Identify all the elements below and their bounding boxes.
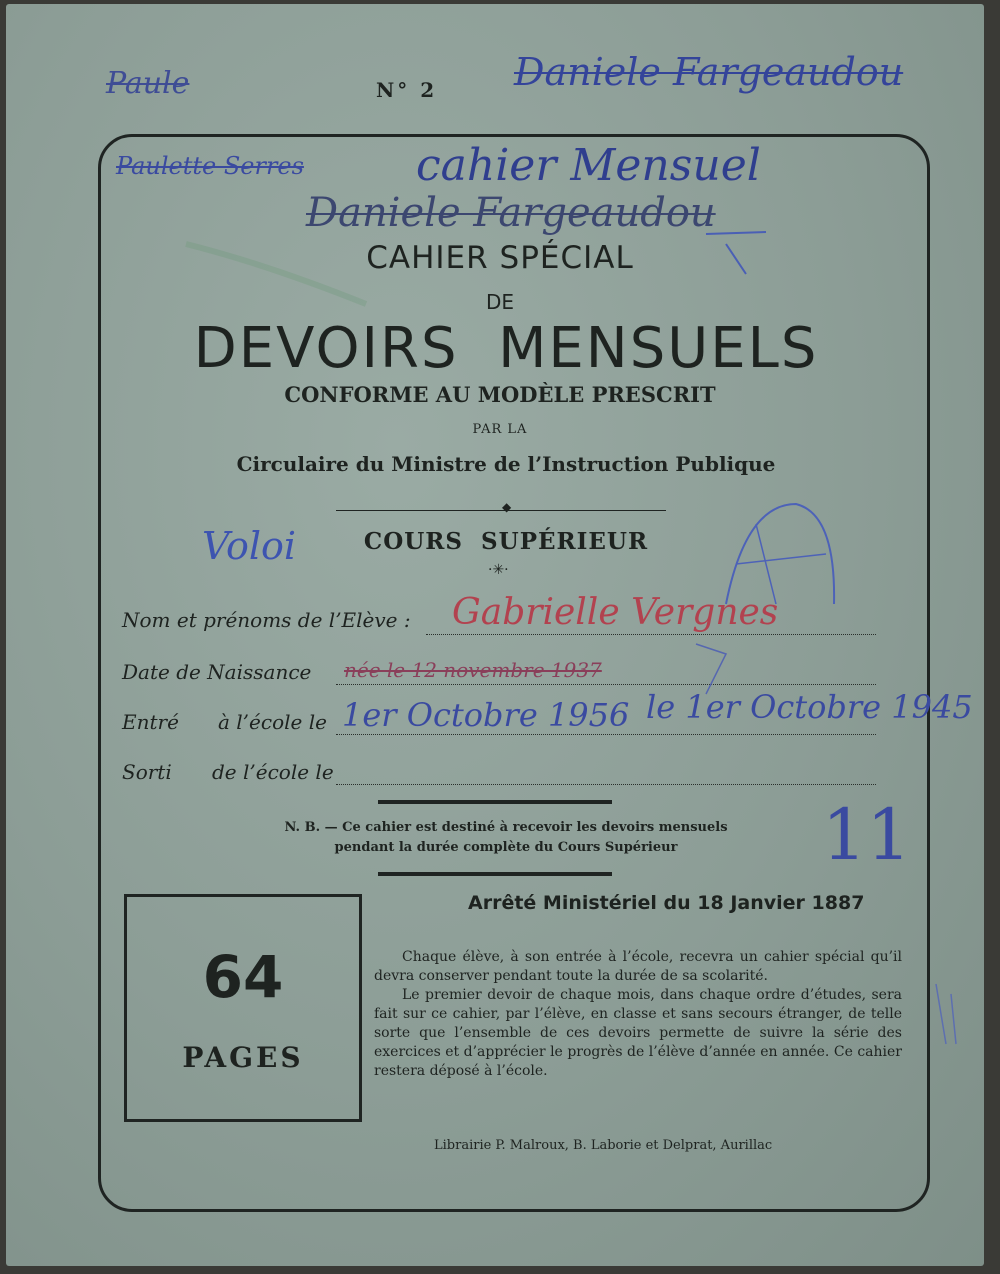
label-sorti: Sorti bbox=[122, 760, 172, 784]
arrete-title: Arrêté Ministériel du 18 Janvier 1887 bbox=[468, 892, 865, 914]
handwritten-eleve-name: Gabrielle Vergnes bbox=[452, 592, 779, 633]
label-sorti-ecole: de l’école le bbox=[212, 760, 334, 784]
handwritten-margin-mark: 11 bbox=[822, 794, 912, 876]
label-naissance: Date de Naissance bbox=[122, 660, 312, 684]
course-title: COURS SUPÉRIEUR bbox=[363, 528, 649, 555]
title-conforme: CONFORME AU MODÈLE PRESCRIT bbox=[284, 382, 716, 407]
handwritten-entry-date-2: le 1er Octobre 1945 bbox=[646, 688, 973, 726]
arrete-paragraph-2: Le premier devoir de chaque mois, dans chaque ordre d’études, sera fait sur ce cahier, par l’élève, en classe et sans secours étranger, de telle sorte que l’ensemble de ces devoirs permette de suivre la série des exercices et d’apprécier le progrès de l’élève d’année en année. Ce cahier restera déposé à l’école. bbox=[374, 987, 902, 1079]
handwritten-struck-name-left: Paulette Serres bbox=[116, 152, 304, 180]
handwritten-cahier-mensuel: cahier Mensuel bbox=[416, 140, 761, 191]
title-cahier-special: CAHIER SPÉCIAL bbox=[366, 240, 634, 276]
title-par-la: PAR LA bbox=[472, 422, 528, 437]
nb-line-1: N. B. — Ce cahier est destiné à recevoir les devoirs mensuels bbox=[284, 820, 728, 835]
ornament-star-icon: ·✳· bbox=[488, 562, 509, 578]
notebook-cover bbox=[6, 4, 984, 1266]
handwritten-struck-name-top-left: Paule bbox=[106, 66, 190, 101]
handwritten-struck-name-second: Daniele Fargeaudou bbox=[306, 190, 716, 236]
handwritten-scribbles bbox=[6, 4, 994, 1266]
title-de: DE bbox=[485, 290, 515, 314]
handwritten-birth-date: née le 12 novembre 1937 bbox=[344, 658, 602, 682]
label-entre-ecole: à l’école le bbox=[218, 710, 327, 734]
handwritten-voloi: Voloi bbox=[202, 524, 297, 568]
title-circulaire: Circulaire du Ministre de l’Instruction Publique bbox=[236, 452, 776, 476]
pages-label: PAGES bbox=[182, 1041, 304, 1074]
pages-number: 64 bbox=[202, 943, 284, 1011]
handwritten-entry-date-1: 1er Octobre 1956 bbox=[342, 696, 630, 734]
label-nom: Nom et prénoms de l’Elève : bbox=[122, 608, 411, 632]
arrete-paragraph-1: Chaque élève, à son entrée à l’école, recevra un cahier spécial qu’il devra conserver pendant toute la durée de sa scolarité. bbox=[374, 949, 902, 984]
publisher: Librairie P. Malroux, B. Laborie et Delprat, Aurillac bbox=[434, 1138, 773, 1153]
title-devoirs-mensuels: DEVOIRS MENSUELS bbox=[193, 316, 819, 381]
ornament-diamond-icon: ◆ bbox=[502, 500, 512, 514]
label-entre: Entré bbox=[122, 710, 179, 734]
nb-line-2: pendant la durée complète du Cours Supérieur bbox=[334, 840, 678, 855]
handwritten-struck-name-top-right: Daniele Fargeaudou bbox=[514, 50, 904, 94]
notebook-number: N° 2 bbox=[376, 78, 438, 102]
